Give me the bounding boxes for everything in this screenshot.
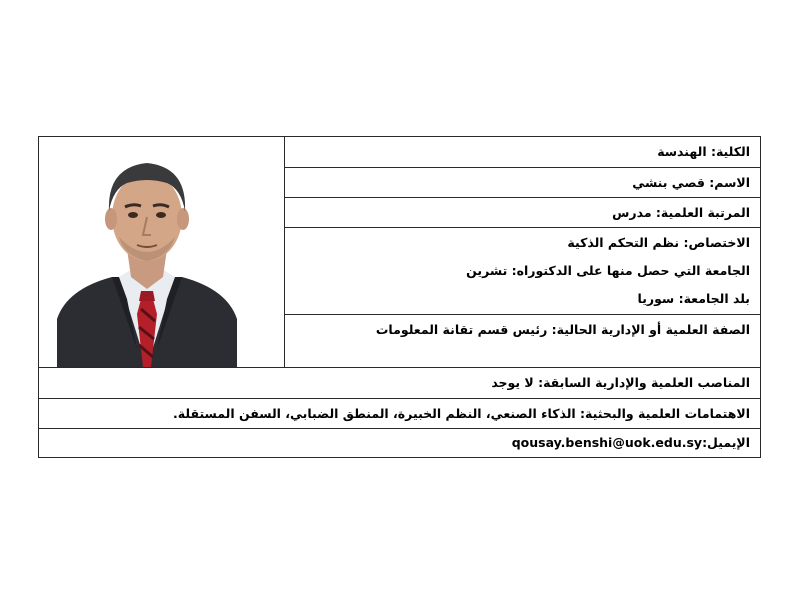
profile-photo [57, 149, 237, 367]
current-position-field: الصفة العلمية أو الإدارية الحالية: رئيس قسم تقانة المعلومات [285, 314, 760, 367]
email-row [39, 428, 760, 457]
phd-university-field: الجامعة التي حصل منها على الدكتوراه: تشرين [466, 263, 750, 278]
photo-cell [39, 137, 284, 367]
interests-field: الاهتمامات العلمية والبحثية: الذكاء الصنعي، النظم الخبيرة، المنطق الضبابي، السفن المستقلة. [39, 398, 760, 428]
university-country-field: بلد الجامعة: سوريا [637, 291, 750, 306]
email-link[interactable]: qousay.benshi@uok.edu.sy [511, 435, 703, 450]
profile-card [38, 136, 761, 458]
rank-field: المرتبة العلمية: مدرس [285, 197, 760, 227]
previous-positions-field: المناصب العلمية والإدارية السابقة: لا يوجد [39, 367, 760, 398]
email-label: الإيميل: [702, 435, 750, 450]
specialization-field: الاختصاص: نظم التحكم الذكية [285, 227, 760, 257]
faculty-field: الكلية: الهندسة [657, 144, 750, 159]
name-field: الاسم: قصي بنشي [285, 167, 760, 197]
